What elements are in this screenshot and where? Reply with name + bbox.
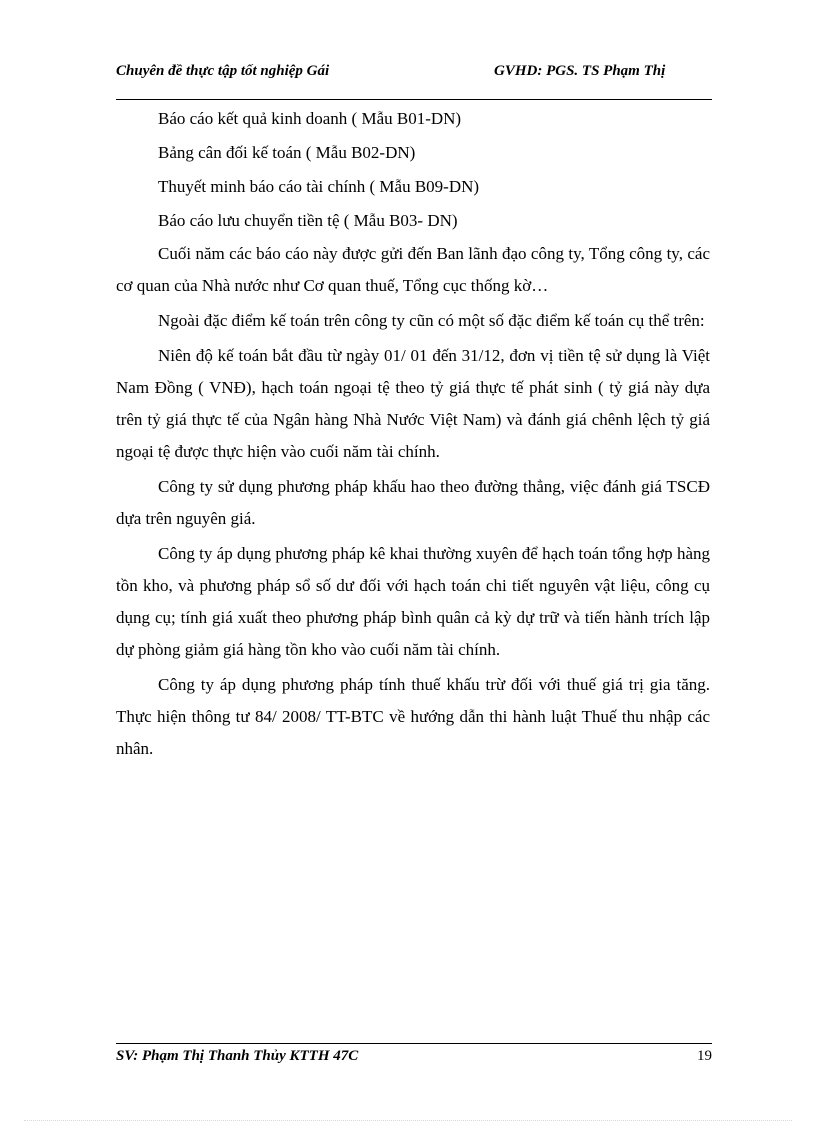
page-body <box>116 102 710 765</box>
report-list-item: Bảng cân đối kế toán ( Mẫu B02-DN) <box>158 143 416 162</box>
page-footer <box>116 1048 712 1070</box>
header-title: Chuyên đề thực tập tốt nghiệp Gái <box>116 63 330 79</box>
report-list-item: Báo cáo lưu chuyển tiền tệ ( Mẫu B03- DN) <box>158 211 458 230</box>
report-list-item: Báo cáo kết quả kinh doanh ( Mẫu B01-DN) <box>158 109 462 128</box>
page-header <box>116 62 712 100</box>
body-paragraph: Cuối năm các báo cáo này được gửi đến Ban lãnh đạo công ty, Tổng công ty, các cơ quan của Nhà nước như Cơ quan thuế, Tổng cục thống kờ… <box>116 244 710 295</box>
body-paragraph: Niên độ kế toán bắt đầu từ ngày 01/ 01 đến 31/12, đơn vị tiền tệ sử dụng là Việt Nam Đồng ( VNĐ), hạch toán ngoại tệ theo tỷ giá thực tế phát sinh ( tỷ giá này dựa trên tỷ giá thực tế của Ngân hàng Nhà Nước Việt Nam) và đánh giá chênh lệch tỷ giá ngoại tệ được thực hiện vào cuối năm tài chính. <box>116 346 710 461</box>
page-number: 19 <box>697 1048 712 1064</box>
page-edge-divider <box>24 1120 792 1121</box>
header-divider <box>116 99 712 100</box>
header-supervisor: GVHD: PGS. TS Phạm Thị <box>494 63 666 79</box>
body-paragraph: Công ty áp dụng phương pháp kê khai thường xuyên để hạch toán tổng hợp hàng tồn kho, và phương pháp sổ số dư đối với hạch toán chi tiết nguyên vật liệu, công cụ dụng cụ; tính giá xuất theo phương pháp bình quân cả kỳ dự trữ và tiến hành trích lập dự phòng giảm giá hàng tồn kho vào cuối năm tài chính. <box>116 544 710 659</box>
body-paragraph: Công ty sử dụng phương pháp khấu hao theo đường thẳng, việc đánh giá TSCĐ dựa trên nguyên giá. <box>116 477 710 528</box>
report-list-item: Thuyết minh báo cáo tài chính ( Mẫu B09-DN) <box>158 177 480 196</box>
body-paragraph: Công ty áp dụng phương pháp tính thuế khấu trừ đối với thuế giá trị gia tăng. Thực hiện thông tư 84/ 2008/ TT-BTC về hướng dẫn thi hành luật Thuế thu nhập các nhân. <box>116 675 710 758</box>
body-paragraph: Ngoài đặc điểm kế toán trên công ty cũn có một số đặc điểm kế toán cụ thể trên: <box>158 311 705 330</box>
footer-divider <box>116 1043 712 1044</box>
footer-student: SV: Phạm Thị Thanh Thủy KTTH 47C <box>116 1048 359 1064</box>
